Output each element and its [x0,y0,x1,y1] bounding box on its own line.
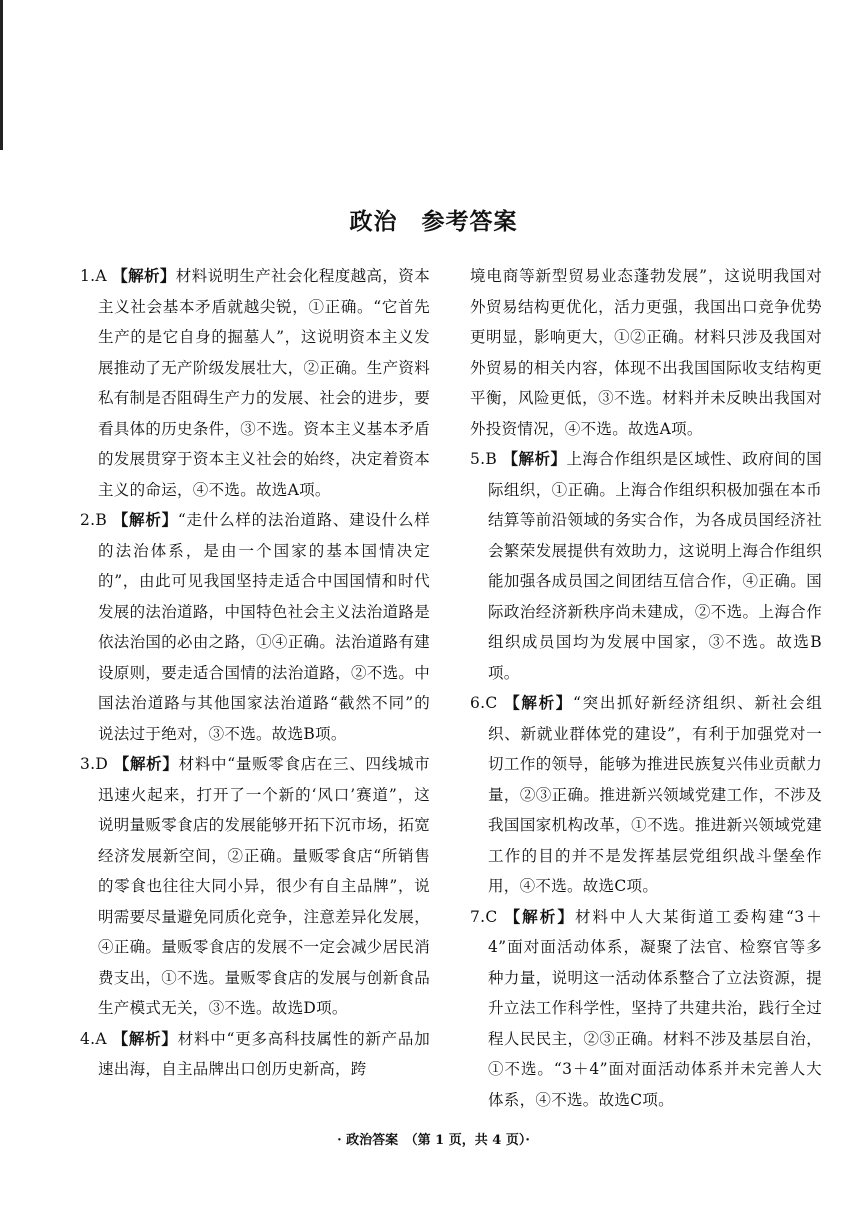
analysis-tag: 【解析】 [112,266,176,285]
answer-item-6 [470,688,822,902]
analysis-tag: 【解析】 [504,693,573,712]
answer-item-7 [470,902,822,1116]
answer-item-2 [80,505,430,749]
answer-text: 材料中“更多高科技属性的新产品加速出海，自主品牌出口创历史新高，跨 [98,1029,430,1078]
answer-number: 4.A [80,1029,107,1048]
page-edge-line [0,0,3,150]
analysis-tag: 【解析】 [113,754,179,773]
analysis-tag: 【解析】 [502,449,567,468]
answer-number: 7.C [470,907,498,926]
answer-text: “突出抓好新经济组织、新社会组织、新就业群体党的建设”，有利于加强党对一切工作的领导，能够为推进民族复兴伟业贡献力量，②③正确。推进新兴领域党建工作，不涉及我国国家机构改革，①不选。推进新兴领域党建工作的目的并不是发挥基层党组织战斗堡垒作用，④不选。故选C项。 [488,694,822,895]
page-footer: · 政治答案 （第 1 页，共 4 页）· [337,1133,530,1148]
answer-item-1 [80,261,430,505]
answer-item-3 [80,749,430,1024]
answer-item-4 [80,1024,430,1085]
answer-number: 5.B [470,450,498,468]
analysis-tag: 【解析】 [112,510,178,529]
answer-item-5 [470,444,822,688]
answer-number: 2.B [80,511,108,529]
answer-number: 1.A [80,267,107,285]
analysis-tag: 【解析】 [112,1028,178,1048]
answer-text: 材料中“量贩零食店在三、四线城市迅速火起来，打开了一个新的‘风口’赛道”，这说明量贩零食店的发展能够开拓下沉市场，拓宽经济发展新空间，②正确。量贩零食店“所销售的零食也往往大同小异，很少有自主品牌”，说明需要尽量避免同质化竞争，注意差异化发展，④正确。量贩零食店的发展不一定会减少居民消费支出，①不选。量贩零食店的发展与创新食品生产模式无关，③不选。故选D项。 [98,755,430,1017]
answer-text: 境电商等新型贸易业态蓬勃发展”，这说明我国对外贸易结构更优化，活力更强，我国出口竞争优势更明显，影响更大，①②正确。材料只涉及我国对外贸易的相关内容，体现不出我国国际收支结构更平衡，风险更低，③不选。材料并未反映出我国对外投资情况，④不选。故选A项。 [470,267,822,438]
answer-number: 3.D [80,755,109,773]
answer-text: 材料中人大某街道工委构建“3＋4”面对面活动体系，凝聚了法官、检察官等多种力量，说明这一活动体系整合了立法资源，提升立法工作科学性，坚持了共建共治，践行全过程人民民主，②③正确。材料不涉及基层自治，①不选。“3＋4”面对面活动体系并未完善人大体系，④不选。故选C项。 [488,907,822,1109]
page-title: 政治 参考答案 [349,208,518,235]
answer-text: 上海合作组织是区域性、政府间的国际组织，①正确。上海合作组织积极加强在本币结算等前沿领域的务实合作，为各成员国经济社会繁荣发展提供有效助力，这说明上海合作组织能加强各成员国之间团结互信合作，④正确。国际政治经济新秩序尚未建成，②不选。上海合作组织成员国均为发展中国家，③不选。故选B项。 [488,450,822,682]
right-column [470,261,822,1115]
answer-number: 6.C [470,694,498,712]
answer-text: “走什么样的法治道路、建设什么样的法治体系，是由一个国家的基本国情决定的”，由此可见我国坚持走适合中国国情和时代发展的法治道路，中国特色社会主义法治道路是依法治国的必由之路，①④正确。法治道路有建设原则，要走适合国情的法治道路，②不选。中国法治道路与其他国家法治道路“截然不同”的说法过于绝对，③不选。故选B项。 [98,511,431,743]
left-column [80,261,430,1085]
answer-text: 材料说明生产社会化程度越高，资本主义社会基本矛盾就越尖锐，①正确。“它首先生产的是它自身的掘墓人”，这说明资本主义发展推动了无产阶级发展壮大，②正确。生产资料私有制是否阻碍生产力的发展、社会的进步，要看具体的历史条件，③不选。资本主义基本矛盾的发展贯穿于资本主义社会的始终，决定着资本主义的命运，④不选。故选A项。 [98,267,430,499]
answer-item-4-continued [470,261,822,444]
analysis-tag: 【解析】 [504,906,575,926]
